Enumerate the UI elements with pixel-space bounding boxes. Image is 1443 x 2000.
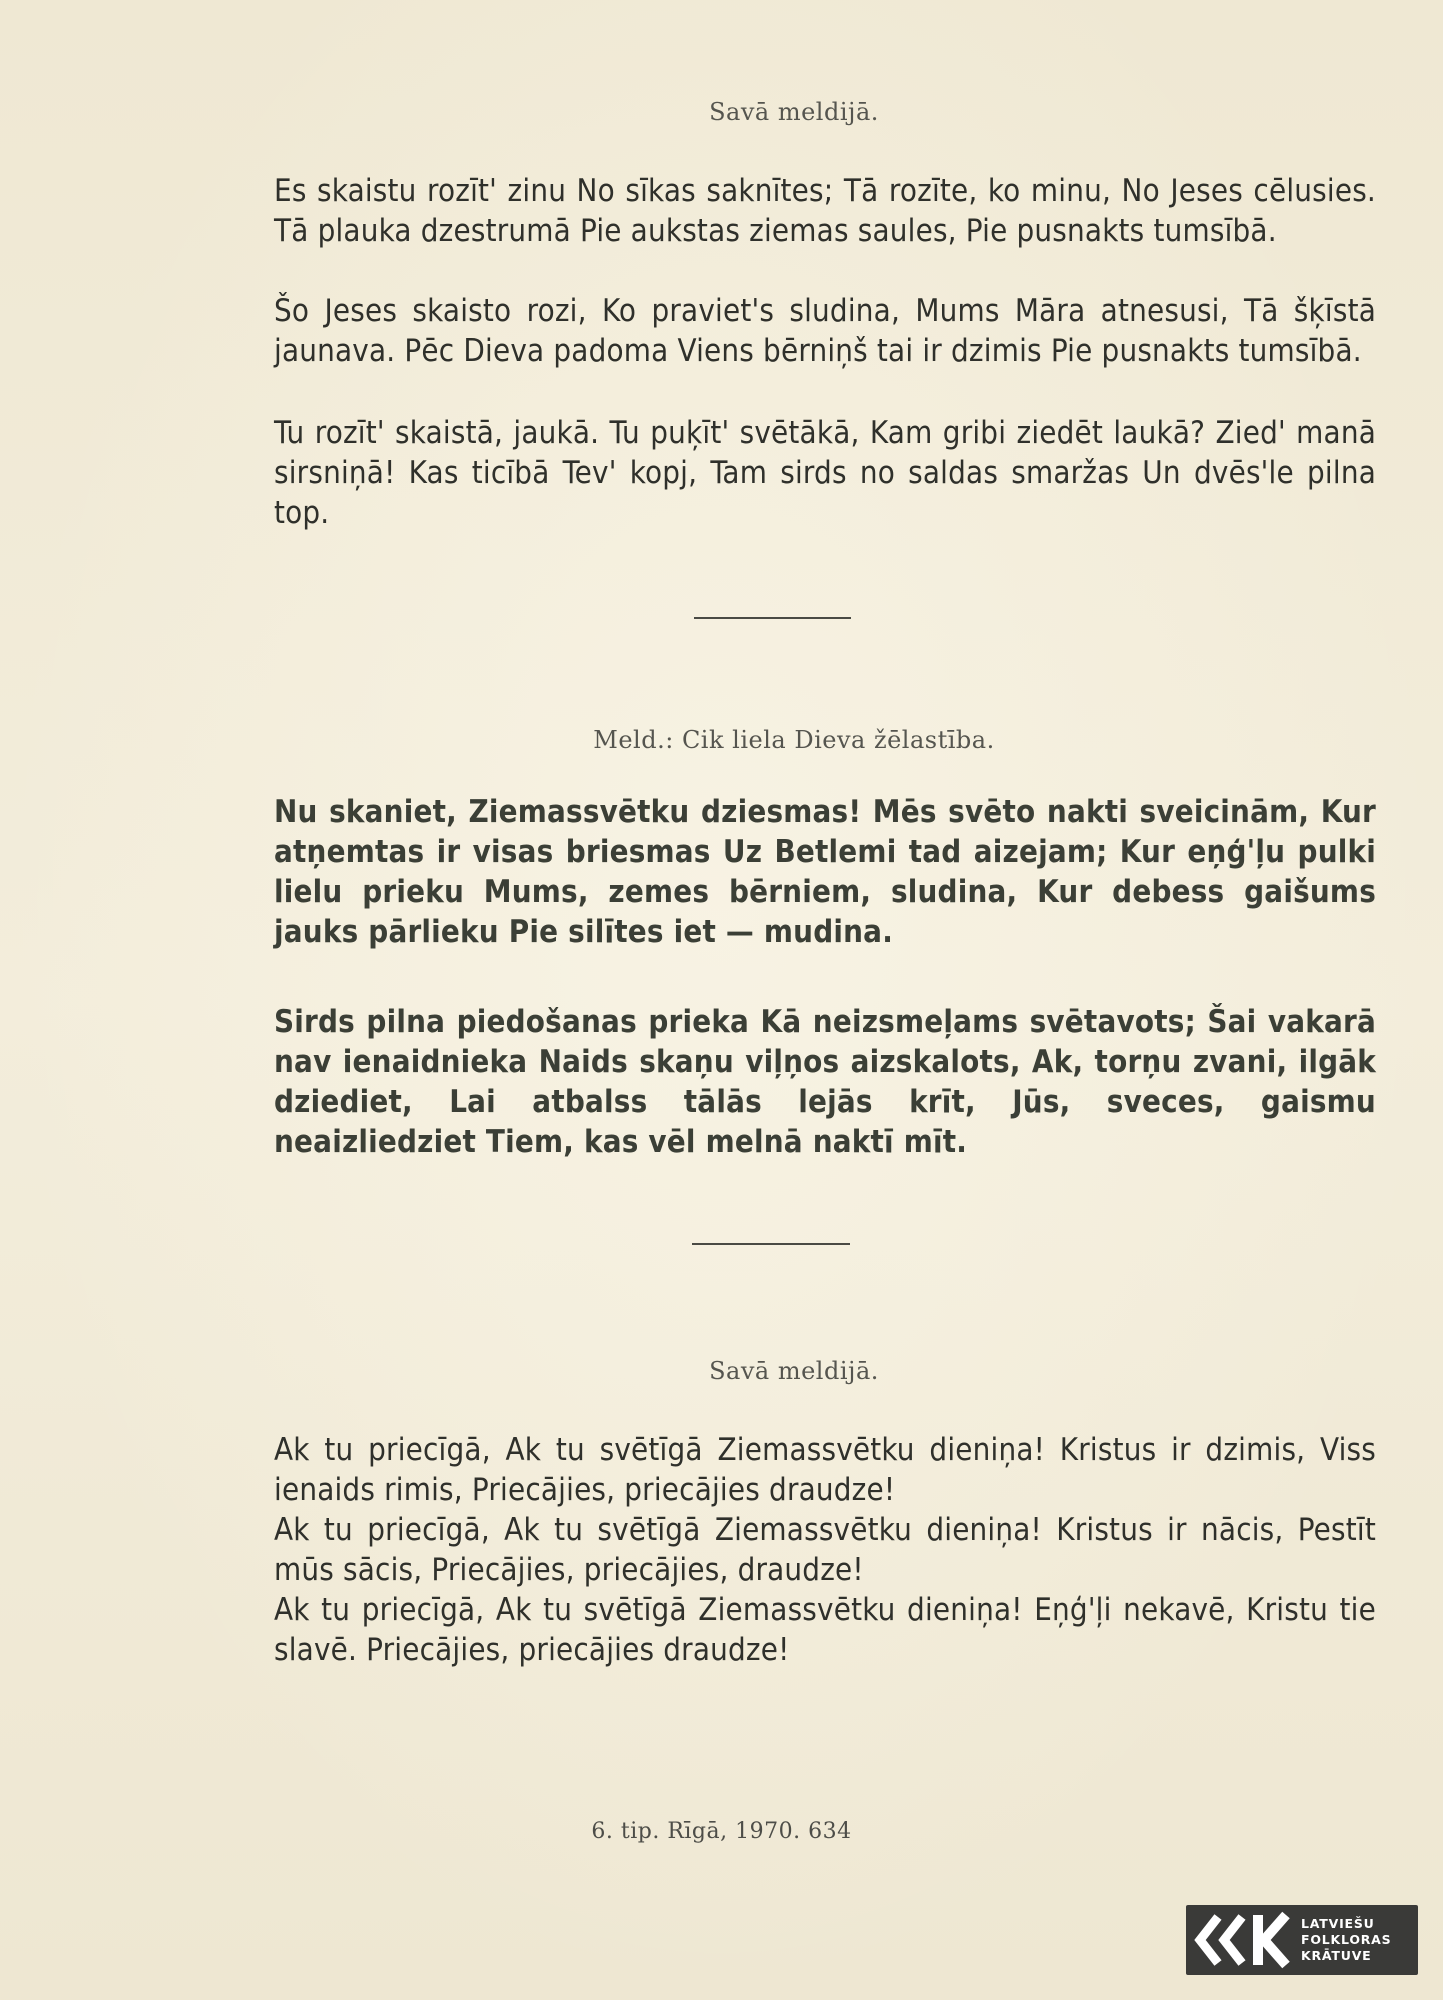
- melody-heading: Savā meldijā.: [709, 98, 879, 126]
- stanza-text: Ak tu priecīgā, Ak tu svētīgā Ziemassvētku dieniņa! Eņģ'ļi nekavē, Kristu tie slavē. Priecājies, priecājies draudze!: [274, 1592, 1376, 1668]
- stanza-2-2: [212, 1002, 1376, 1162]
- stanza-text: Ak tu priecīgā, Ak tu svētīgā Ziemassvētku dieniņa! Kristus ir nācis, Pestīt mūs sācis, Priecājies, priecājies, draudze!: [274, 1512, 1376, 1588]
- stanza-text: Es skaistu rozīt' zinu No sīkas saknītes; Tā rozīte, ko minu, No Jeses cēlusies. Tā plauka dzestrumā Pie aukstas ziemas saules, Pie pusnakts tumsībā.: [274, 173, 1376, 249]
- stanza-3-3: [212, 1590, 1376, 1670]
- melody-heading: Savā meldijā.: [709, 1357, 879, 1385]
- logo-line: FOLKLORAS: [1301, 1932, 1392, 1947]
- stanza-1-1: [212, 171, 1376, 251]
- stanza-3-1: [212, 1430, 1376, 1510]
- stanza-text: Nu skaniet, Ziemassvētku dziesmas! Mēs svēto nakti sveicinām, Kur atņemtas ir visas briesmas Uz Betlemi tad aizejam; Kur eņģ'ļu pulki lielu prieku Mums, zemes bērniem, sludina, Kur debess gaišums jauks pārlieku Pie silītes iet — mudina.: [274, 794, 1376, 950]
- logo-line: KRĀTUVE: [1301, 1948, 1372, 1963]
- logo-line: LATVIEŠU: [1301, 1916, 1375, 1931]
- stanza-1-2: [212, 291, 1376, 371]
- stanza-text: Tu rozīt' skaistā, jaukā. Tu puķīt' svētākā, Kam gribi ziedēt laukā? Zied' manā sirsniņā! Kas ticībā Tev' kopj, Tam sirds no saldas smaržas Un dvēs'le pilna top.: [274, 415, 1376, 531]
- lfk-logo-icon: [1186, 1905, 1301, 1975]
- archive-logo: [1186, 1905, 1418, 1975]
- stanza-text: Sirds pilna piedošanas prieka Kā neizsmeļams svētavots; Šai vakarā nav ienaidnieka Naids skaņu viļņos aizskalots, Ak, torņu zvani, ilgāk dziediet, Lai atbalss tālās lejās krīt, Jūs, sveces, gaismu neaizliedziet Tiem, kas vēl melnā naktī mīt.: [274, 1004, 1376, 1160]
- melody-heading: Meld.: Cik liela Dieva žēlastība.: [593, 726, 995, 754]
- stanza-3-2: [212, 1510, 1376, 1590]
- section-divider: [694, 617, 851, 619]
- stanza-text: Šo Jeses skaisto rozi, Ko praviet's sludina, Mums Māra atnesusi, Tā šķīstā jaunava. Pēc Dieva padoma Viens bērniņš tai ir dzimis Pie pusnakts tumsībā.: [274, 293, 1376, 369]
- stanza-text: Ak tu priecīgā, Ak tu svētīgā Ziemassvētku dieniņa! Kristus ir dzimis, Viss ienaids rimis, Priecājies, priecājies draudze!: [274, 1432, 1376, 1508]
- printer-imprint: 6. tip. Rīgā, 1970. 634: [591, 1819, 852, 1844]
- section-divider: [692, 1243, 850, 1245]
- logo-label: [1301, 1916, 1391, 1964]
- stanza-2-1: [212, 792, 1376, 952]
- stanza-1-3: [212, 413, 1376, 533]
